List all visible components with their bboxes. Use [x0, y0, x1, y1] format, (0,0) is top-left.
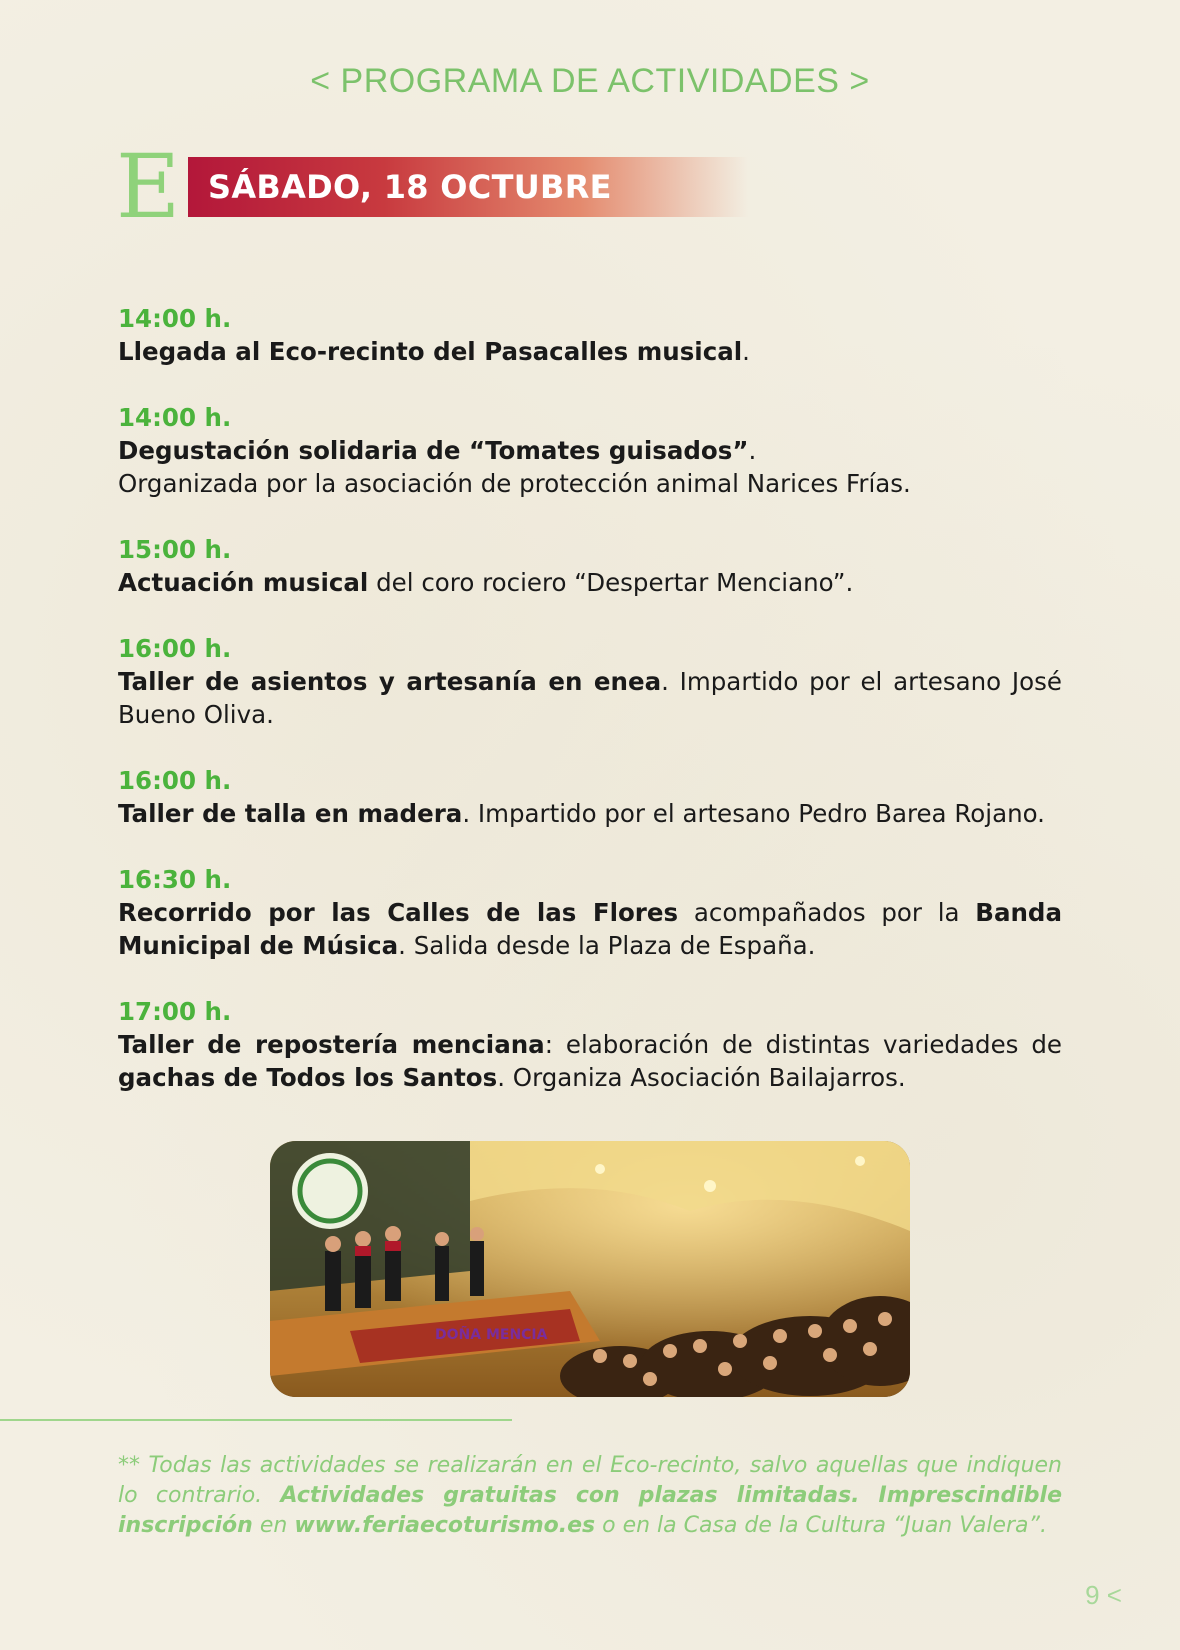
schedule-list [118, 302, 1062, 1127]
footnote [118, 1451, 1062, 1541]
event-description [118, 566, 1062, 599]
day-title: SÁBADO, 18 OCTUBRE [208, 168, 612, 206]
event-time: 15:00 h. [118, 535, 232, 564]
event-time: 14:00 h. [118, 304, 232, 333]
footnote-divider [0, 1419, 512, 1421]
event-time: 17:00 h. [118, 997, 232, 1026]
schedule-item [118, 632, 1062, 731]
event-description [118, 665, 1062, 731]
schedule-item [118, 302, 1062, 368]
stage-banner-text: DOÑA MENCIA [435, 1327, 548, 1343]
event-photo-illustration [270, 1141, 910, 1397]
text: . Impartido por el artesano Pedro Barea Rojano. [462, 799, 1045, 828]
bold-text: Actuación musical [118, 568, 369, 597]
event-description [118, 335, 1062, 368]
event-description [118, 434, 1062, 500]
schedule-item [118, 401, 1062, 500]
event-description [118, 1028, 1062, 1094]
bold-text: gachas de Todos los Santos [118, 1063, 498, 1092]
event-description [118, 797, 1062, 830]
bold-text: Taller de repostería menciana [118, 1030, 545, 1059]
event-photo [270, 1141, 910, 1397]
event-time: 14:00 h. [118, 403, 232, 432]
text: . Salida desde la Plaza de España. [398, 931, 816, 960]
bold-text: Llegada al Eco-recinto del Pasacalles musical [118, 337, 743, 366]
bold-text: Degustación solidaria de “Tomates guisados” [118, 436, 749, 465]
text: ** Todas las actividades se realizarán en el Eco-recinto, salvo aquellas que indiquen lo contrario. [118, 1453, 1062, 1508]
event-time: 16:00 h. [118, 634, 232, 663]
schedule-item [118, 533, 1062, 599]
bold-text: Actividades gratuitas con plazas limitadas. Imprescindible inscripción [118, 1483, 1062, 1538]
event-description [118, 896, 1062, 962]
text: del coro rociero “Despertar Menciano”. [368, 568, 854, 597]
text: . [748, 436, 757, 465]
bold-text: Taller de talla en madera [118, 799, 463, 828]
schedule-item [118, 863, 1062, 962]
text: . [742, 337, 750, 366]
schedule-item [118, 764, 1062, 830]
text: Organizada por la asociación de protección animal Narices Frías. [118, 469, 911, 498]
text: o en la Casa de la Cultura “Juan Valera”. [595, 1513, 1047, 1538]
day-banner [188, 157, 748, 217]
bold-text: Recorrido por las Calles de las Flores [118, 898, 679, 927]
page-number: 9 < [1085, 1580, 1122, 1610]
text: en [252, 1513, 295, 1538]
section-letter: E [116, 135, 181, 238]
event-time: 16:30 h. [118, 865, 232, 894]
bold-text: Banda Municipal de Música [118, 898, 1062, 960]
schedule-item [118, 995, 1062, 1094]
text: . Impartido por el artesano José Bueno Oliva. [118, 667, 1062, 729]
event-time: 16:00 h. [118, 766, 232, 795]
text: : elaboración de distintas variedades de [544, 1030, 1062, 1059]
text: . Organiza Asociación Bailajarros. [497, 1063, 906, 1092]
page-header: < PROGRAMA DE ACTIVIDADES > [310, 62, 870, 100]
text: acompañados por la [678, 898, 976, 927]
bold-text: Taller de asientos y artesanía en enea [118, 667, 662, 696]
bold-text: www.feriaecoturismo.es [294, 1513, 596, 1538]
